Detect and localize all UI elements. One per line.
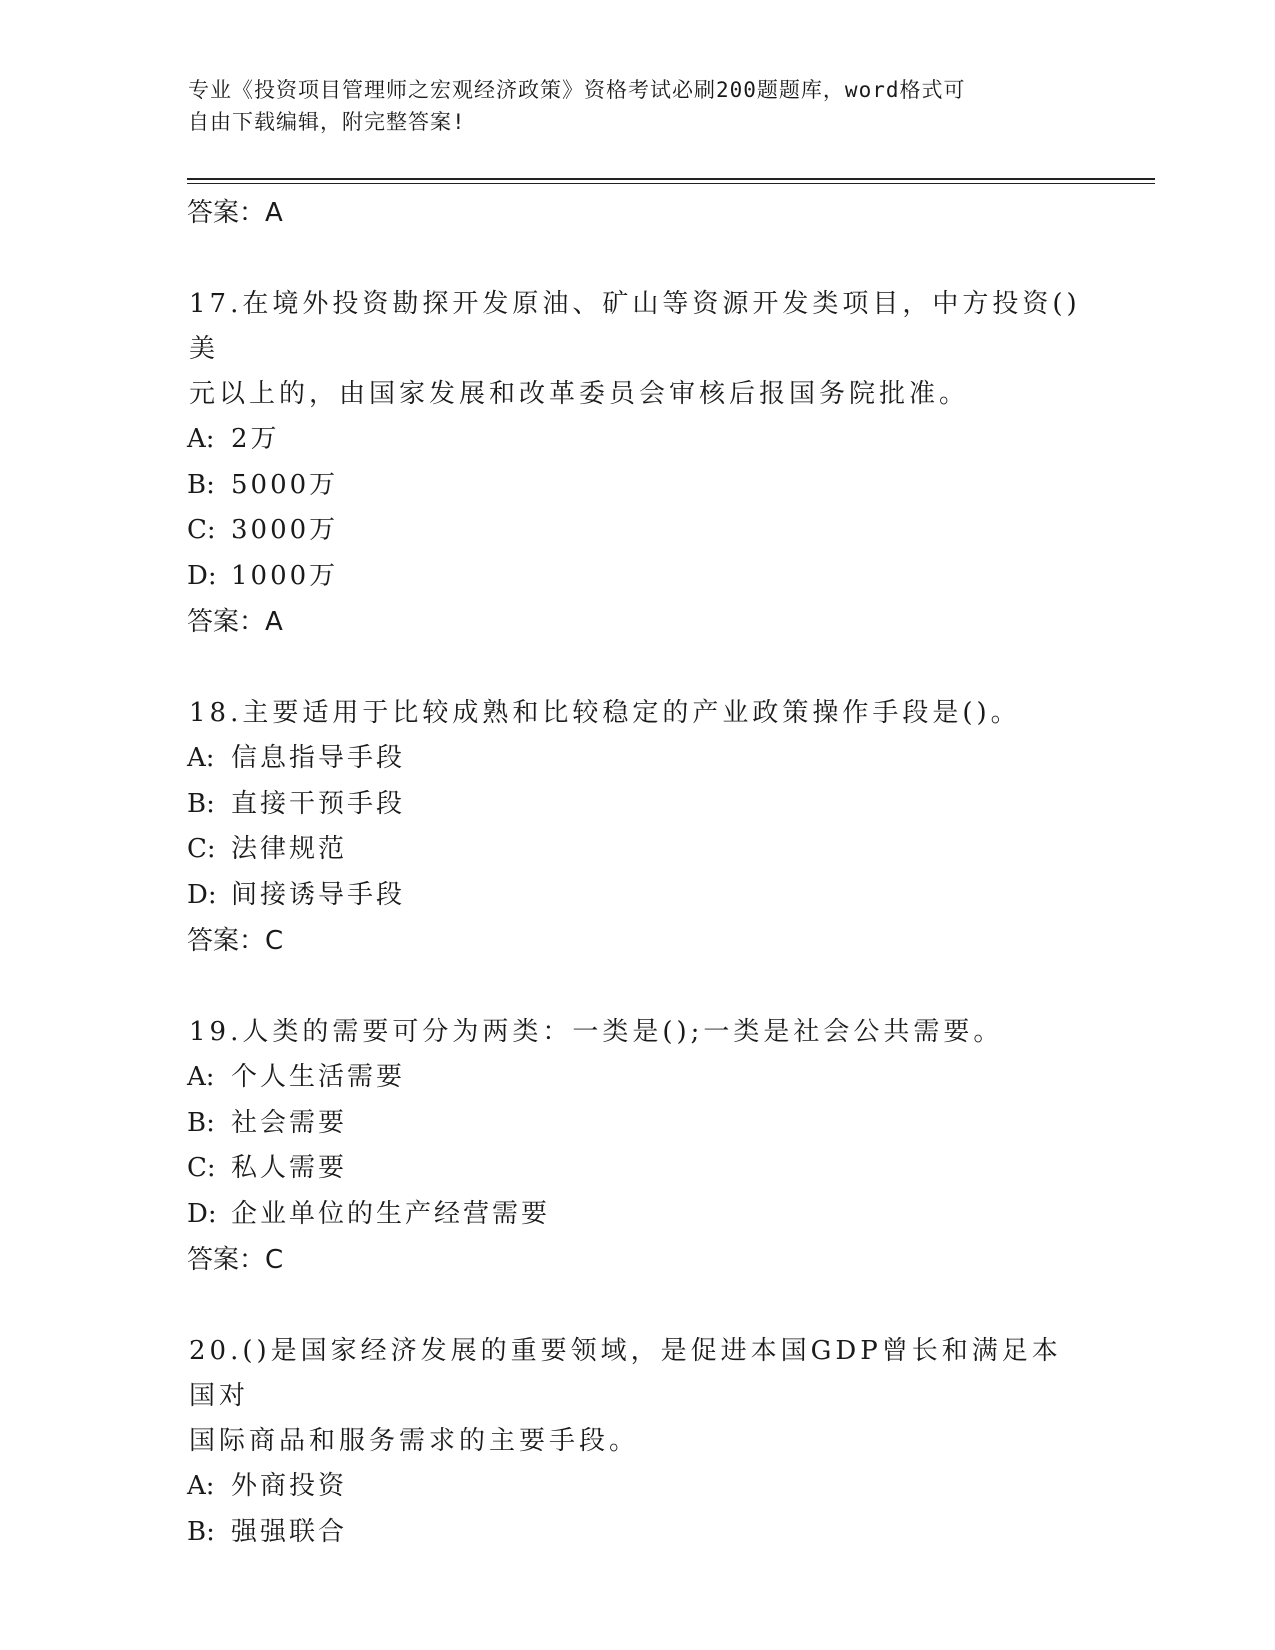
header-line-2: 自由下载编辑，附完整答案! (188, 110, 466, 134)
option-d (187, 873, 1087, 919)
question-20 (187, 1329, 1087, 1555)
option-d (187, 1192, 1087, 1238)
question-list (187, 188, 1087, 1555)
answer-line: 答案：C (187, 1245, 284, 1275)
option-text: 强强联合 (231, 1516, 348, 1547)
question-stem: 20.()是国家经济发展的重要领域，是促进本国GDP曾长和满足本国对 (189, 1336, 1062, 1411)
option-a (187, 1055, 1087, 1101)
header-divider-thick (187, 178, 1155, 180)
option-b (187, 463, 1087, 509)
option-letter: C: (187, 1153, 216, 1183)
option-text: 个人生活需要 (231, 1062, 406, 1092)
option-letter: D: (187, 1198, 217, 1229)
option-letter: A: (187, 743, 215, 773)
question-stem: 19.人类的需要可分为两类：一类是();一类是社会公共需要。 (189, 1017, 1004, 1047)
question-stem-continued: 元以上的，由国家发展和改革委员会审核后报国务院批准。 (189, 379, 970, 409)
previous-answer: 答案：A (187, 198, 283, 228)
question-stem: 18.主要适用于比较成熟和比较稳定的产业政策操作手段是()。 (189, 698, 1021, 728)
option-letter: B: (187, 1107, 215, 1138)
question-19 (187, 1010, 1087, 1283)
option-d (187, 554, 1087, 600)
option-text: 企业单位的生产经营需要 (231, 1198, 551, 1229)
option-c (187, 508, 1087, 554)
option-text: 间接诱导手段 (231, 879, 406, 910)
option-text: 外商投资 (231, 1471, 348, 1501)
header-line-1: 专业《投资项目管理师之宏观经济政策》资格考试必刷200题题库，word格式可 (188, 78, 966, 102)
option-a (187, 1464, 1087, 1510)
option-text: 法律规范 (231, 834, 348, 864)
option-b (187, 1510, 1087, 1556)
question-stem: 17.在境外投资勘探开发原油、矿山等资源开发类项目，中方投资()美 (189, 289, 1081, 364)
option-b (187, 782, 1087, 828)
option-text: 信息指导手段 (231, 743, 406, 773)
option-letter: C: (187, 515, 216, 545)
question-stem-continued: 国际商品和服务需求的主要手段。 (189, 1426, 640, 1456)
option-text: 2万 (231, 424, 280, 454)
option-c (187, 1146, 1087, 1192)
answer-line: 答案：C (187, 926, 284, 956)
option-letter: A: (187, 1471, 215, 1501)
document-header (188, 74, 1088, 138)
option-text: 社会需要 (231, 1107, 348, 1138)
option-letter: D: (187, 879, 217, 910)
question-18 (187, 691, 1087, 964)
header-divider-thin (187, 183, 1155, 184)
option-text: 5000万 (231, 469, 339, 500)
answer-line: 答案：A (187, 607, 283, 637)
option-letter: B: (187, 1516, 215, 1547)
option-letter: A: (187, 1062, 215, 1092)
option-text: 私人需要 (231, 1153, 348, 1183)
option-a (187, 736, 1087, 782)
option-c (187, 827, 1087, 873)
option-letter: D: (187, 560, 217, 591)
option-text: 1000万 (231, 560, 339, 591)
option-a (187, 417, 1087, 463)
option-text: 直接干预手段 (231, 788, 406, 819)
option-letter: C: (187, 834, 216, 864)
option-letter: B: (187, 469, 215, 500)
question-17 (187, 282, 1087, 645)
option-letter: B: (187, 788, 215, 819)
option-b (187, 1101, 1087, 1147)
option-text: 3000万 (231, 515, 339, 545)
option-letter: A: (187, 424, 215, 454)
